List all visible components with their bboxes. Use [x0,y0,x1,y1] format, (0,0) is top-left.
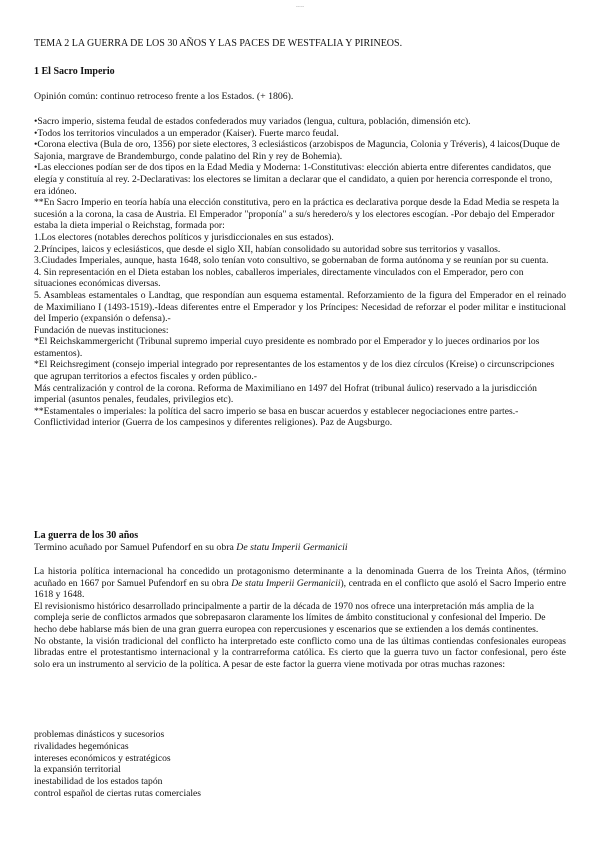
paragraph: *El Reichsregiment (consejo imperial integrado por representantes de los estamentos y de los diez círculos (Kreise) o circunscripciones que agrupan territorios a efectos fiscales y orden público.- [34,359,555,383]
paragraph: 1.Los electores (notables derechos políticos y jurisdiccionales en sus estados). [34,231,334,243]
paragraph: *El Reichskammergericht (Tribunal supremo imperial cuyo presidente es nombrado por el Emperador y lo jueces ordinarios por los estamentos). [34,336,540,359]
list-item: control español de ciertas rutas comerciales [34,787,202,799]
section-body-guerra [34,566,566,670]
section-heading-sacro-imperio: 1 El Sacro Imperio [34,66,115,77]
section-subtitle [34,542,348,554]
opinion-line: Opinión común: continuo retroceso frente a los Estados. (+ 1806). [34,91,294,102]
paragraph-text: La historia política internacional ha concedido un protagonismo determinante a la denominada Guerra de los Treinta Años, (término acuñado en 1667 por Samuel Pufendorf en su obra [34,566,566,589]
page-header-mark: ----- [295,5,305,10]
section-body-sacro-imperio [34,116,566,429]
paragraph: 5. Asambleas estamentales o Landtag, que respondían aun esquema estamental. Reforzamiento de la figura del Emperador en el reinado de Maximiliano I (1493-1519).-Ideas diferentes entre el Emperador y los Príncipes: Necesidad de reforzar el poder militar e institucional del Imperio (expansión o defensa).- [34,289,566,325]
paragraph: •Corona electiva (Bula de oro, 1356) por siete electores, 3 eclesiásticos (arzobispos de Maguncia, Colonia y Tréveris), 4 laicos(Duque de Sajonia, margrave de Brandemburgo, conde palatino del Rin y rey de Bohemia). [34,139,560,162]
section-heading-guerra-30-anos: La guerra de los 30 años [34,530,139,541]
paragraph-text: ), centrada en el conflicto que asoló el Sacro Imperio entre 1618 y 1648. [34,577,566,601]
paragraph [34,566,566,601]
list-item: problemas dinásticos y sucesorios [34,729,165,740]
subtitle-text: Termino acuñado por Samuel Pufendorf en su obra [34,542,237,553]
paragraph: 2.Príncipes, laicos y eclesiásticos, que desde el siglo XII, habían consolidado su autoridad sobre sus territorios y vasallos. [34,243,501,255]
document-title: TEMA 2 LA GUERRA DE LOS 30 AÑOS Y LAS PACES DE WESTFALIA Y PIRINEOS. [34,38,403,49]
paragraph: •Las elecciones podían ser de dos tipos en la Edad Media y Moderna: 1-Constitutivas: elección abierta entre diferentes candidatos, que elegía y constituía al rey. 2-Declarativas: los electores se limitan a declarar que el candidato, a quien por herencia corresponde el trono, era idóneo. [34,162,553,197]
paragraph: •Sacro imperio, sistema feudal de estados confederados muy variados (lengua, cultura, población, dimensión etc). [34,116,471,127]
paragraph: Más centralización y control de la corona. Reforma de Maximiliano en 1497 del Hofrat (tribunal áulico) reservado a la jurisdicción imperial (asuntos penales, feudales, privilegios etc). [34,382,537,406]
list-item: inestabilidad de los estados tapón [34,776,163,788]
paragraph: •Todos los territorios vinculados a un emperador (Kaiser). Fuerte marco feudal. [34,127,339,139]
work-title: De statu Imperii Germanicii [231,577,341,589]
reasons-list [34,729,201,800]
paragraph: Fundación de nuevas instituciones: [34,324,169,336]
list-item: la expansión territorial [34,764,121,776]
paragraph: 4. Sin representación en el Dieta estaban los nobles, caballeros imperiales, directamente vinculados con el Emperador, pero con situaciones económicas diversas. [34,266,524,290]
work-title: De statu Imperii Germanicii [236,542,348,553]
list-item: intereses económicos y estratégicos [34,752,171,764]
paragraph: **En Sacro Imperio en teoría había una elección constitutiva, pero en la práctica es declarativa porque desde la Edad Media se respeta la sucesión a la corona, la casa de Austria. El Emperador "proponía" a su/s heredero/s y los electores escogían. -Por debajo del Emperador estaba la dieta imperial o Reichstag, formada por: [34,197,560,232]
paragraph: 3.Ciudades Imperiales, aunque, hasta 1648, solo tenían voto consultivo, se gobernaban de forma autónoma y se reunían por su cuenta. [34,255,549,267]
paragraph: **Estamentales o imperiales: la política del sacro imperio se basa en buscar acuerdos y establecer negociaciones entre partes.- [34,405,519,417]
paragraph: Conflictividad interior (Guerra de los campesinos y diferentes religiones). Paz de Augsburgo. [34,417,393,429]
paragraph: No obstante, la visión tradicional del conflicto ha interpretado este conflicto como una de las últimas contiendas confesionales europeas libradas entre el protestantismo internacional y la contrarreforma católica. Es cierto que la guerra tuvo un factor confesional, pero éste solo era un instrumento al servicio de la política. A pesar de este factor la guerra viene motivada por otras muchas razones: [34,635,566,670]
list-item: rivalidades hegemónicas [34,740,129,752]
paragraph: El revisionismo histórico desarrollado principalmente a partir de la década de 1970 nos ofrece una interpretación más amplia de la compleja serie de conflictos armados que sobrepasaron claramente los límites de ámbito constitucional y confesional del Imperio. De hecho debe hablarse más bien de una gran guerra europea con repercusiones y escenarios que se extienden a los demás continentes. [34,600,546,635]
